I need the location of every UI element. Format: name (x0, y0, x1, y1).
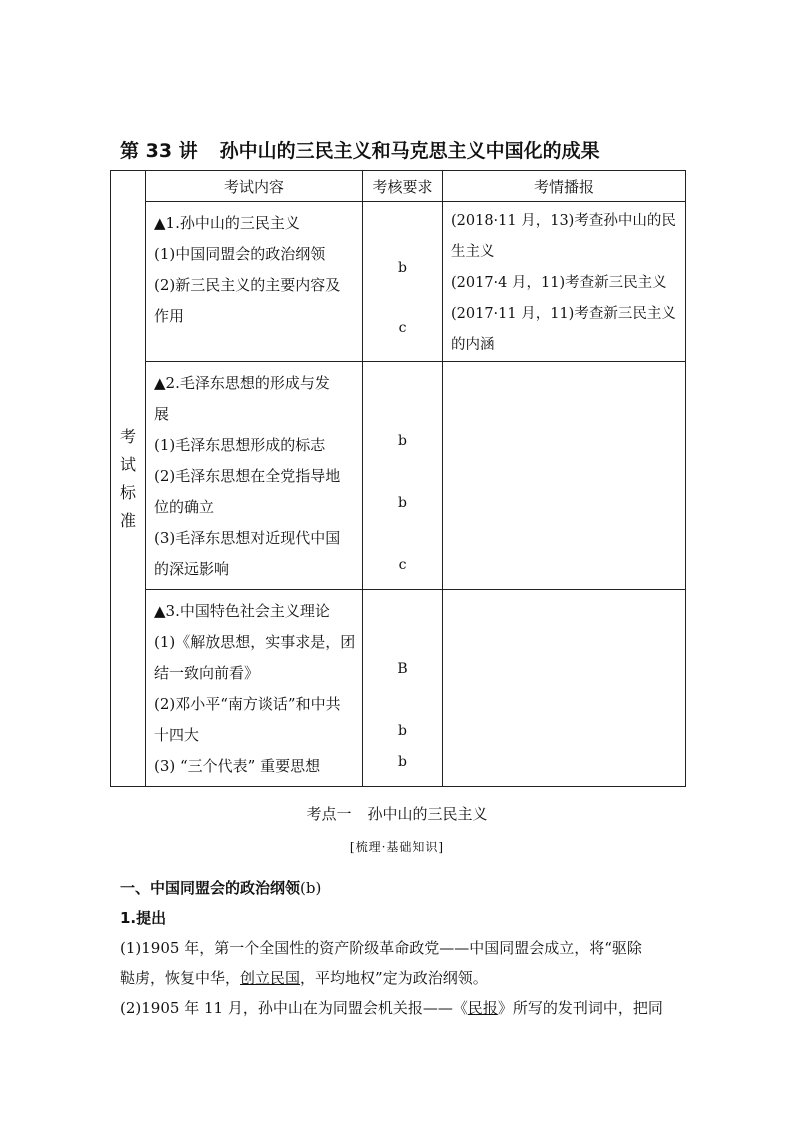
underlined-term: 创立民国 (240, 969, 301, 987)
header-news: 考情播报 (443, 171, 686, 202)
table-row (111, 590, 686, 787)
lecture-number: 第 33 讲 (120, 140, 198, 162)
section-subtitle: [梳理·基础知识] (349, 840, 445, 854)
table-row (111, 362, 686, 590)
row2-news (443, 362, 686, 590)
row1-content: ▲1.孙中山的三民主义 (1)中国同盟会的政治纲领 (2)新三民主义的主要内容及 作用 (146, 202, 363, 362)
underlined-term: 民报 (467, 999, 498, 1017)
row1-news: (2018·11 月，13)考查孙中山的民 生主义 (2017·4 月，11)考查新三民主义 (2017·11 月，11)考查新三民主义 的内涵 (443, 202, 686, 362)
row3-content: ▲3.中国特色社会主义理论 (1)《解放思想，实事求是，团 结一致向前看》 (2)邓小平“南方谈话”和中共 十四大 (3) “三个代表” 重要思想 (146, 590, 363, 787)
row3-requirements: B b b (363, 590, 443, 787)
heading-1: 一、中国同盟会的政治纲领(b) (120, 879, 322, 897)
exam-standards-table (110, 170, 686, 787)
lecture-title: 孙中山的三民主义和马克思主义中国化的成果 (219, 140, 600, 162)
row2-requirements: b b c (363, 362, 443, 590)
section-title: 考点一 孙中山的三民主义 (306, 805, 488, 823)
heading-2: 1.提出 (120, 909, 167, 927)
row3-news (443, 590, 686, 787)
paragraph-2: (2)1905 年 11 月，孙中山在为同盟会机关报——《民报》所写的发刊词中，把同 (120, 999, 663, 1017)
page-title (120, 136, 600, 163)
side-label: 考 试 标 准 (111, 171, 146, 787)
paragraph-1: (1)1905 年，第一个全国性的资产阶级革命政党——中国同盟会成立，将“驱除 鞑虏，恢复中华，创立民国，平均地权”定为政治纲领。 (120, 939, 642, 987)
row2-content: ▲2.毛泽东思想的形成与发 展 (1)毛泽东思想形成的标志 (2)毛泽东思想在全党指导地 位的确立 (3)毛泽东思想对近现代中国 的深远影响 (146, 362, 363, 590)
header-requirement: 考核要求 (363, 171, 443, 202)
row1-requirements: b c (363, 202, 443, 362)
table-header-row (111, 171, 686, 202)
table-row (111, 202, 686, 362)
header-content: 考试内容 (146, 171, 363, 202)
